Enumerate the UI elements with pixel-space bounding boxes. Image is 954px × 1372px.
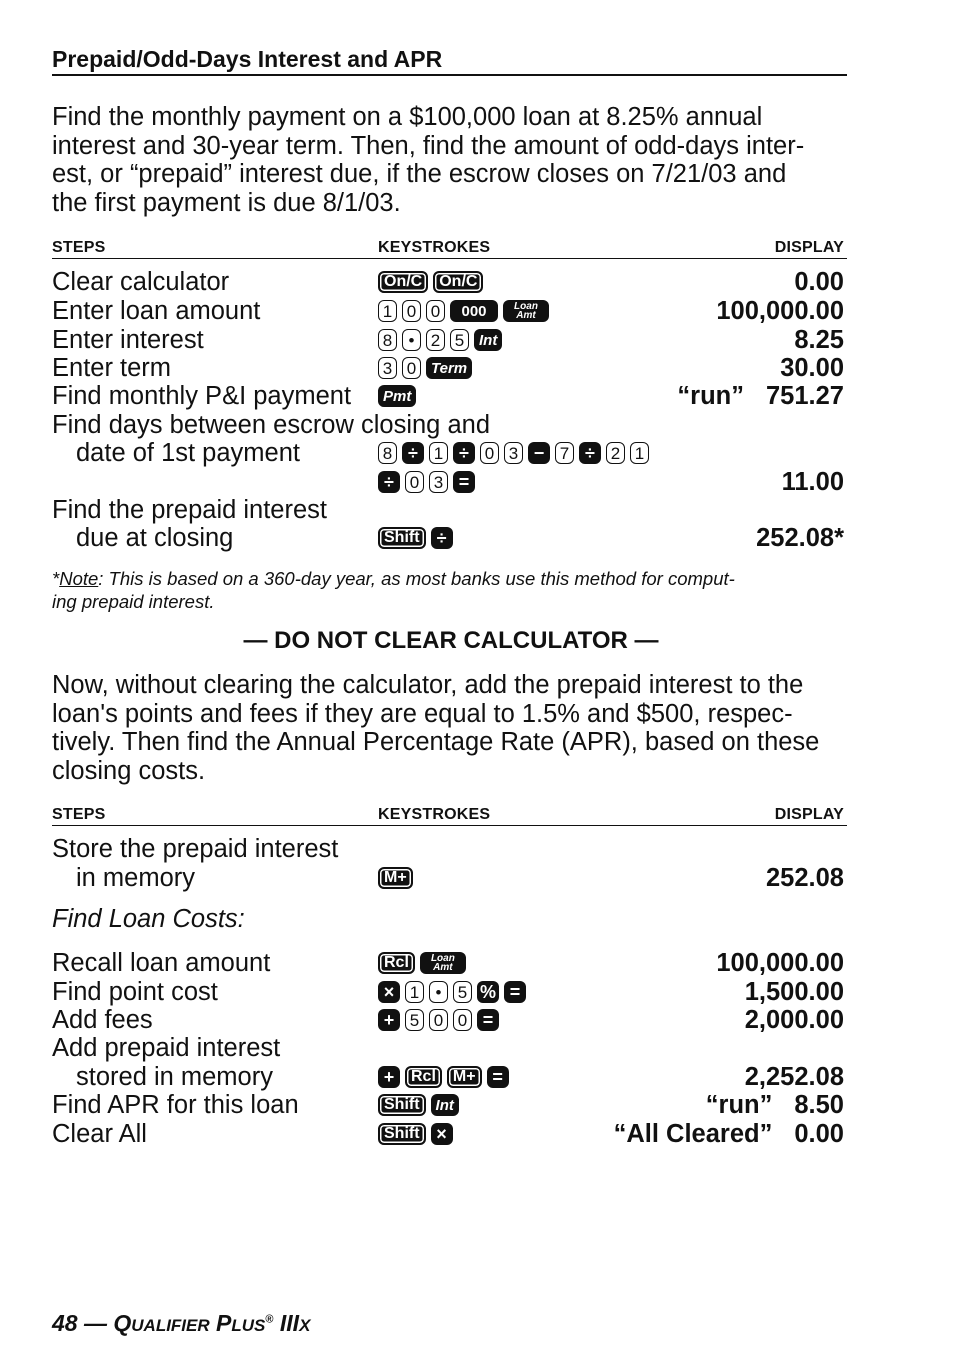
display-value <box>614 1120 844 1149</box>
note-text: : This is based on a 360-day year, as most banks use this method for comput- <box>98 568 735 589</box>
footnote <box>52 567 842 613</box>
keystrokes <box>378 1123 453 1145</box>
digit-key: 0 <box>426 300 445 322</box>
table2-row <box>52 978 847 1007</box>
digit-key: 1 <box>429 442 448 464</box>
recall-key: Rcl <box>378 952 415 974</box>
table1-row <box>52 411 847 440</box>
table1-keystrokes-header: KEYSTROKES <box>378 239 491 256</box>
table2-row <box>52 1091 847 1120</box>
keystrokes <box>378 442 649 464</box>
display-value: 2,252.08 <box>744 1063 844 1091</box>
intro-2-line-3: tively. Then find the Annual Percentage Rate (APR), based on these <box>52 728 820 756</box>
table1-row <box>52 326 847 355</box>
page-title: Prepaid/Odd-Days Interest and APR <box>52 46 443 72</box>
keystrokes <box>378 867 413 889</box>
plus-key: + <box>378 1009 400 1031</box>
display-value: 0.00 <box>794 268 844 296</box>
display-label: “run” <box>705 1091 773 1119</box>
digit-key: 0 <box>453 1009 472 1031</box>
equals-key: = <box>477 1009 499 1031</box>
display-value: 252.08* <box>756 524 844 552</box>
display-number: 751.27 <box>766 382 844 410</box>
step-text: Recall loan amount <box>52 949 271 977</box>
step-text: date of 1st payment <box>76 439 300 467</box>
display-value: 2,000.00 <box>744 1006 844 1034</box>
table1-steps-header: STEPS <box>52 239 106 256</box>
keystrokes <box>378 471 475 493</box>
table2-row <box>52 905 847 934</box>
minus-key: − <box>528 442 550 464</box>
step-text: Find monthly P&I payment <box>52 382 352 410</box>
table2-row <box>52 1006 847 1035</box>
display-value: 11.00 <box>781 468 844 496</box>
keystrokes <box>378 527 453 549</box>
step-text: Find point cost <box>52 978 218 1006</box>
digit-key: 7 <box>555 442 574 464</box>
display-number: 8.50 <box>794 1091 844 1119</box>
digit-key: 0 <box>480 442 499 464</box>
display-value: 252.08 <box>766 864 844 892</box>
keystrokes <box>378 385 416 407</box>
table2-row <box>52 1034 847 1063</box>
title-rule <box>52 74 847 76</box>
intro-paragraph-1 <box>52 103 852 217</box>
table2-row <box>52 1120 847 1149</box>
multiply-key: × <box>431 1123 453 1145</box>
equals-key: = <box>504 981 526 1003</box>
display-label: “run” <box>677 382 744 410</box>
digit-key: 5 <box>453 981 472 1003</box>
intro-2-line-4: closing costs. <box>52 756 206 785</box>
memory-plus-key: M+ <box>447 1066 482 1088</box>
intro-1-line-3: est, or “prepaid” interest due, if the escrow closes on 7/21/03 and <box>52 160 787 188</box>
decimal-key: • <box>429 981 448 1003</box>
table2-keystrokes-header: KEYSTROKES <box>378 806 491 823</box>
display-value <box>706 1091 844 1120</box>
product-initial-q: Q <box>113 1310 132 1336</box>
step-text: stored in memory <box>76 1063 273 1091</box>
section-label: Find Loan Costs: <box>52 905 245 933</box>
digit-key: 3 <box>378 357 397 379</box>
table2-row <box>52 835 847 864</box>
step-text: Enter term <box>52 354 172 382</box>
step-text: Clear All <box>52 1120 147 1148</box>
digit-key: 8 <box>378 329 397 351</box>
recall-key: Rcl <box>405 1066 442 1088</box>
step-text: Clear calculator <box>52 268 230 296</box>
table1-row <box>52 524 847 553</box>
table2-display-header: DISPLAY <box>774 806 844 823</box>
keystrokes <box>378 1009 499 1031</box>
keystrokes <box>378 300 549 322</box>
step-text: Add prepaid interest <box>52 1034 281 1062</box>
digit-key: 0 <box>402 357 421 379</box>
step-text: due at closing <box>76 524 234 552</box>
table1-header-rule <box>52 258 847 259</box>
on-c-key: On/C <box>433 271 483 293</box>
divide-key: ÷ <box>431 527 453 549</box>
divide-key: ÷ <box>579 442 601 464</box>
table1-row <box>52 439 847 468</box>
model-suffix: X <box>299 1316 311 1335</box>
digit-key: 1 <box>405 981 424 1003</box>
digit-key: 0 <box>405 471 424 493</box>
table1-row <box>52 382 847 411</box>
digit-key: 1 <box>378 300 397 322</box>
keystrokes <box>378 1066 509 1088</box>
equals-key: = <box>453 471 475 493</box>
keystrokes <box>378 271 483 293</box>
digit-key: 2 <box>426 329 445 351</box>
display-value <box>677 382 844 411</box>
step-text: Enter interest <box>52 326 204 354</box>
note-text-2: ing prepaid interest. <box>52 591 215 612</box>
table1-row <box>52 268 847 297</box>
do-not-clear-heading: — DO NOT CLEAR CALCULATOR — <box>243 627 659 654</box>
multiply-key: × <box>378 981 400 1003</box>
table2-steps-header: STEPS <box>52 806 106 823</box>
percent-key: % <box>477 981 499 1003</box>
digit-key: 3 <box>429 471 448 493</box>
digit-key: 5 <box>405 1009 424 1031</box>
table1-row <box>52 354 847 383</box>
on-c-key: On/C <box>378 271 428 293</box>
digit-key: 5 <box>450 329 469 351</box>
table2-row <box>52 949 847 978</box>
display-value: 1,500.00 <box>744 978 844 1006</box>
divide-key: ÷ <box>378 471 400 493</box>
digit-key: 8 <box>378 442 397 464</box>
digit-key: 3 <box>504 442 523 464</box>
triple-zero-key: 000 <box>450 300 498 322</box>
product-initial-p: P <box>216 1310 232 1336</box>
digit-key: 0 <box>402 300 421 322</box>
keystrokes <box>378 357 472 379</box>
product-name-part: LUS <box>231 1316 266 1335</box>
note-asterisk: * <box>52 568 60 589</box>
keystrokes <box>378 329 502 351</box>
table2-row <box>52 864 847 893</box>
display-label: “All Cleared” <box>613 1120 773 1148</box>
model-name: III <box>279 1310 300 1336</box>
loan-amount-key: Loan Amt <box>420 952 466 974</box>
loan-amount-key: Loan Amt <box>503 300 549 322</box>
step-text: Find the prepaid interest <box>52 496 327 524</box>
memory-plus-key: M+ <box>378 867 413 889</box>
intro-paragraph-2 <box>52 671 852 785</box>
intro-1-line-4: the first payment is due 8/1/03. <box>52 188 401 217</box>
divide-key: ÷ <box>453 442 475 464</box>
display-value: 30.00 <box>780 354 844 382</box>
step-text: in memory <box>76 864 196 892</box>
keystrokes <box>378 1094 459 1116</box>
step-text: Find APR for this loan <box>52 1091 299 1119</box>
table2-row <box>52 1063 847 1092</box>
keystrokes <box>378 981 526 1003</box>
digit-key: 1 <box>630 442 649 464</box>
shift-key: Shift <box>378 527 426 549</box>
step-text: Find days between escrow closing and <box>52 411 490 439</box>
intro-1-line-2: interest and 30-year term. Then, find the amount of odd-days inter- <box>52 131 805 160</box>
interest-key: Int <box>431 1094 459 1116</box>
step-text: Enter loan amount <box>52 297 261 325</box>
divide-key: ÷ <box>402 442 424 464</box>
digit-key: 2 <box>606 442 625 464</box>
table1-display-header: DISPLAY <box>774 239 844 256</box>
step-text: Store the prepaid interest <box>52 835 339 863</box>
equals-key: = <box>487 1066 509 1088</box>
intro-1-line-1: Find the monthly payment on a $100,000 loan at 8.25% annual <box>52 103 763 131</box>
intro-2-line-2: loan's points and fees if they are equal to 1.5% and $500, respec- <box>52 699 793 728</box>
interest-key: Int <box>474 329 502 351</box>
note-label: Note <box>59 568 99 589</box>
page-footer <box>52 1310 310 1337</box>
table2-header-rule <box>52 825 847 826</box>
product-name-part: UALIFIER <box>131 1316 210 1335</box>
decimal-key: • <box>402 329 421 351</box>
table1-row <box>52 468 847 497</box>
table1-row <box>52 297 847 326</box>
step-text: Add fees <box>52 1006 153 1034</box>
registered-mark: ® <box>265 1313 274 1326</box>
table1-row <box>52 496 847 525</box>
display-number: 0.00 <box>794 1120 844 1148</box>
shift-key: Shift <box>378 1123 426 1145</box>
term-key: Term <box>426 357 472 379</box>
digit-key: 0 <box>429 1009 448 1031</box>
display-value: 100,000.00 <box>716 949 844 977</box>
page-number: 48 — <box>52 1310 114 1336</box>
payment-key: Pmt <box>378 385 416 407</box>
intro-2-line-1: Now, without clearing the calculator, add the prepaid interest to the <box>52 671 804 699</box>
display-value: 100,000.00 <box>716 297 844 325</box>
plus-key: + <box>378 1066 400 1088</box>
display-value: 8.25 <box>794 326 844 354</box>
shift-key: Shift <box>378 1094 426 1116</box>
keystrokes <box>378 952 466 974</box>
